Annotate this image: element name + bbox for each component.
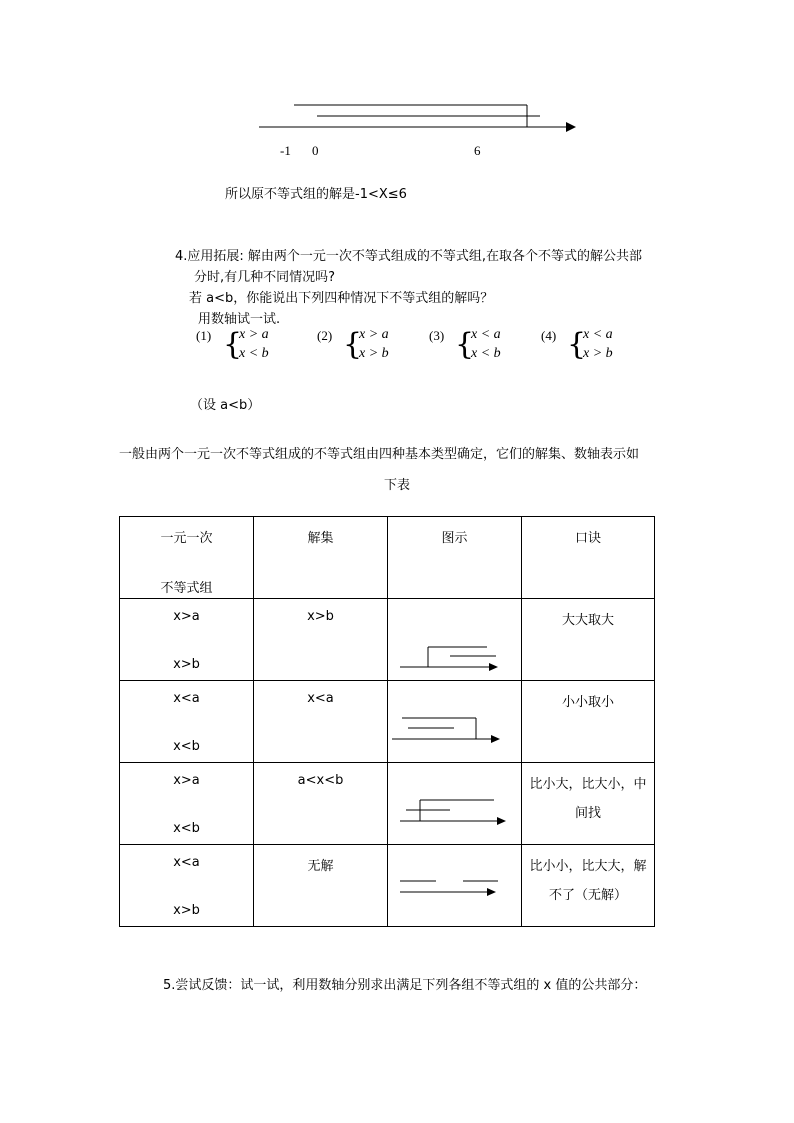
system-label: (2) [317,328,333,343]
solution-text: x<a [307,691,334,706]
header-cell [254,517,388,599]
system-top: x < a [583,327,613,342]
brace-icon: { [343,327,363,362]
system-bottom: x < b [471,346,501,361]
rule-text: 间找 [574,806,601,821]
system-label: (4) [541,328,557,343]
inequality-cell [120,845,254,927]
inequality-cell [120,763,254,845]
rule-cell [522,845,655,927]
inequality-top: x<a [173,855,200,870]
solution-cell [254,599,388,681]
number-line-diagram [388,681,522,763]
rule-cell [522,681,655,763]
rule-cell [522,763,655,845]
system-label: (3) [429,328,445,343]
intro-line2: 下表 [384,478,411,493]
section5-line1: 5.尝试反馈：试一试，利用数轴分别求出满足下列各组不等式组的 x 值的公共部分： [163,978,647,993]
axis-tick-label: -1 [280,143,291,158]
header-label: 不等式组 [160,581,213,596]
rule-text: 小小取小 [561,695,614,710]
inequality-bottom: x>b [173,903,200,918]
inequality-bottom: x<b [173,821,200,836]
header-cell [120,517,254,599]
system-bottom: x > b [359,346,389,361]
header-label: 解集 [307,531,334,546]
inequality-cell [120,681,254,763]
section4-line3: 若 a<b，你能说出下列四种情况下不等式组的解吗？ [189,291,494,306]
table-row [120,763,655,845]
header-label: 图示 [441,531,468,546]
system-bottom: x < b [239,346,269,361]
system-label: (1) [196,328,212,343]
header-cell [522,517,655,599]
section4-line1: 4.应用拓展: 解由两个一元一次不等式组成的不等式组,在取各个不等式的解公共部 [175,249,643,264]
system-top: x > a [239,327,269,342]
diagram-cell [388,763,522,845]
number-line-diagram [388,845,522,927]
brace-icon: { [455,327,475,362]
rule-text: 大大取大 [561,613,614,628]
inequality-top: x>a [173,773,200,788]
system-top: x > a [359,327,389,342]
brace-icon: { [567,327,587,362]
inequality-top: x<a [173,691,200,706]
diagram-cell [388,845,522,927]
system-bottom: x > b [583,346,613,361]
section4-line4: 用数轴试一试. [198,312,281,327]
intro-line1: 一般由两个一元一次不等式组成的不等式组由四种基本类型确定，它们的解集、数轴表示如 [119,447,640,462]
number-line-diagram [388,763,522,845]
rule-cell [522,599,655,681]
table-row [120,599,655,681]
inequality-bottom: x<b [173,739,200,754]
solution-text: 无解 [307,859,334,874]
inequality-top: x>a [173,609,200,624]
header-label: 一元一次 [160,531,213,546]
axis-tick-label: 0 [312,143,319,158]
rule-text: 不了（无解） [548,888,627,903]
inequality-bottom: x>b [173,657,200,672]
number-line-diagram [388,599,522,681]
summary-table [119,516,655,927]
table-row [120,845,655,927]
brace-icon: { [223,327,243,362]
header-label: 口诀 [574,531,601,546]
axis-tick-label: 6 [474,143,481,158]
table-header-row [120,517,655,599]
solution-text: a<x<b [297,773,344,788]
rule-text: 比小大，比大小，中 [529,777,647,792]
inequality-cell [120,599,254,681]
diagram-cell [388,599,522,681]
diagram-cell [388,681,522,763]
system-top: x < a [471,327,501,342]
solution-text: x>b [307,609,334,624]
solution-statement: 所以原不等式组的解是-1<X≤6 [225,187,407,202]
top-number-line-figure [0,0,794,170]
assumption-note: （设 a<b） [190,398,261,413]
section4-line2: 分时,有几种不同情况吗? [194,270,336,285]
solution-cell [254,845,388,927]
axis-arrow [566,122,576,132]
header-cell [388,517,522,599]
rule-text: 比小小，比大大，解 [529,859,647,874]
table-row [120,681,655,763]
solution-cell [254,763,388,845]
solution-cell [254,681,388,763]
